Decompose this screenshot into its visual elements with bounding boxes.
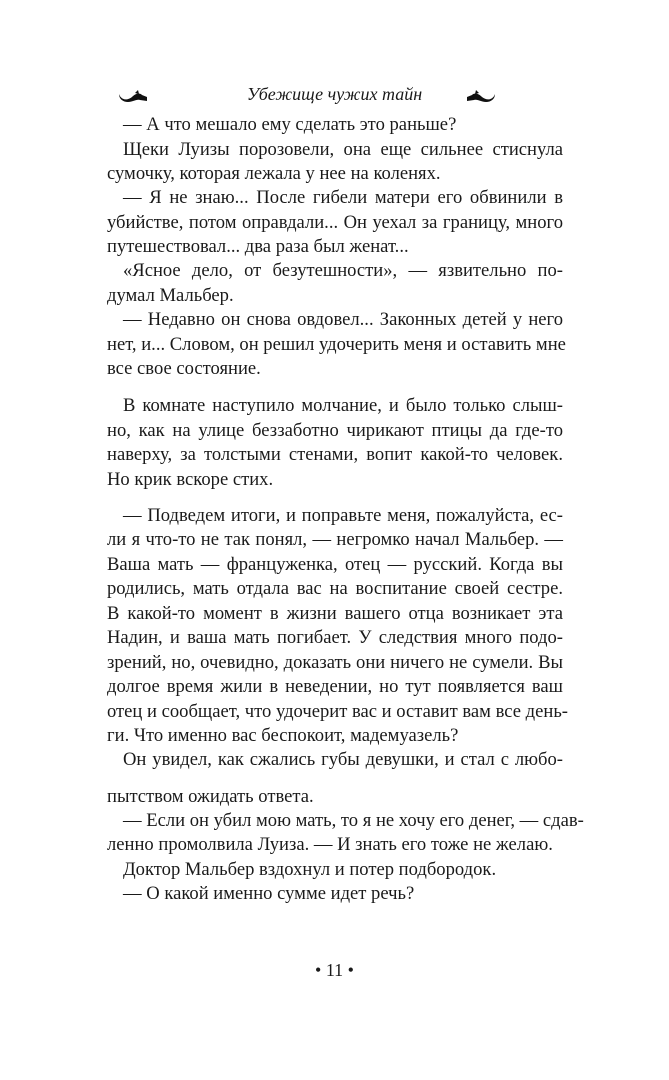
- text-line: зрений, но, очевидно, доказать они ничего не сумели. Вы: [107, 652, 563, 673]
- text-line: — Если он убил мою мать, то я не хочу его денег, — сдав-: [123, 810, 584, 831]
- text-line: ли я что-то не так понял, — негромко начал Мальбер. —: [107, 529, 563, 550]
- text-line: Но крик вскоре стих.: [107, 469, 274, 490]
- text-line: сумочку, которая лежала у нее на коленях.: [107, 163, 441, 184]
- text-line: отец и сообщает, что удочерит вас и оставит вам все день-: [107, 701, 568, 722]
- text-line: путешествовал... два раза был женат...: [107, 236, 409, 257]
- text-line: все свое состояние.: [107, 358, 261, 379]
- text-line: ги. Что именно вас беспокоит, мадемуазель?: [107, 725, 459, 746]
- running-title: Убежище чужих тайн: [246, 84, 423, 104]
- text-line: В комнате наступило молчание, и было только слыш-: [123, 395, 563, 416]
- text-line: но, как на улице беззаботно чирикают птицы да где-то: [107, 420, 563, 441]
- text-line: наверху, за толстыми стенами, вопит какой-то человек.: [107, 444, 563, 465]
- text-line: родились, мать отдала вас на воспитание своей сестре.: [107, 578, 563, 599]
- text-line: — А что мешало ему сделать это раньше?: [123, 114, 457, 135]
- text-line: убийстве, потом оправдали... Он уехал за границу, много: [107, 212, 563, 233]
- text-line: — Я не знаю... После гибели матери его обвинили в: [123, 187, 563, 208]
- text-line: — О какой именно сумме идет речь?: [123, 883, 415, 904]
- text-line: Надин, и ваша мать погибает. У следствия много подо-: [107, 627, 563, 648]
- text-line: долгое время жили в неведении, но тут появляется ваш: [107, 676, 563, 697]
- text-line: «Ясное дело, от безутешности», — язвительно по-: [123, 260, 563, 281]
- text-line: нет, и... Словом, он решил удочерить меня и оставить мне: [107, 334, 566, 355]
- page-number: • 11 •: [315, 960, 354, 980]
- text-line: пытством ожидать ответа.: [107, 786, 314, 807]
- text-line: — Подведем итоги, и поправьте меня, пожалуйста, ес-: [123, 505, 563, 526]
- text-line: — Недавно он снова овдовел... Законных детей у него: [123, 309, 563, 330]
- text-line: Доктор Мальбер вздохнул и потер подбородок.: [123, 859, 497, 880]
- text-line: Ваша мать — француженка, отец — русский. Когда вы: [107, 554, 563, 575]
- text-line: Он увидел, как сжались губы девушки, и стал с любо-: [123, 749, 563, 770]
- text-line: ленно промолвила Луиза. — И знать его тоже не желаю.: [107, 834, 553, 855]
- text-line: В какой-то момент в жизни вашего отца возникает эта: [107, 603, 563, 624]
- text-line: Щеки Луизы порозовели, она еще сильнее стиснула: [123, 139, 563, 160]
- text-line: думал Мальбер.: [107, 285, 234, 306]
- ornament-right-icon: [466, 88, 496, 104]
- running-header: [0, 80, 669, 110]
